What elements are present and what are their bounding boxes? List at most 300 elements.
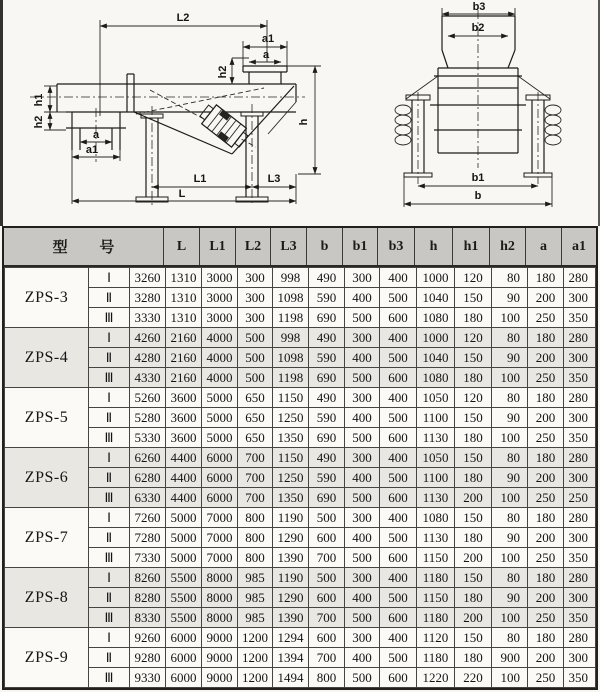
value-cell: 1290	[273, 588, 309, 608]
value-cell: 80	[492, 568, 528, 588]
value-cell: 5000	[166, 548, 202, 568]
value-cell: 400	[380, 628, 417, 648]
value-cell: 650	[238, 408, 273, 428]
value-cell: 180	[455, 308, 492, 328]
value-cell: 1080	[417, 308, 455, 328]
value-cell: 500	[238, 328, 273, 348]
header-a1: a1	[572, 238, 586, 254]
dim-label-b: b	[474, 190, 482, 202]
value-cell: 500	[309, 508, 345, 528]
value-cell: 8260	[130, 568, 166, 588]
value-cell: 1394	[273, 648, 309, 668]
value-cell: 600	[380, 308, 417, 328]
value-cell: 5000	[202, 408, 238, 428]
variant-cell: Ⅲ	[89, 668, 130, 688]
value-cell: 700	[309, 608, 345, 628]
value-cell: 3260	[130, 268, 166, 288]
dim-h	[287, 66, 321, 174]
value-cell: 500	[345, 488, 380, 508]
header-h: h	[415, 228, 453, 265]
value-cell: 150	[455, 408, 492, 428]
value-cell: 6330	[130, 488, 166, 508]
dim-label-b3: b3	[472, 1, 486, 13]
variant-cell: Ⅰ	[89, 448, 130, 468]
value-cell: 350	[564, 428, 596, 448]
value-cell: 1120	[417, 628, 455, 648]
value-cell: 1080	[417, 508, 455, 528]
value-cell: 350	[564, 548, 596, 568]
value-cell: 280	[564, 388, 596, 408]
value-cell: 4000	[202, 348, 238, 368]
value-cell: 300	[238, 308, 273, 328]
value-cell: 300	[564, 648, 596, 668]
model-cell: ZPS-6	[5, 448, 89, 508]
value-cell: 90	[492, 288, 528, 308]
value-cell: 200	[528, 648, 564, 668]
value-cell: 2160	[166, 328, 202, 348]
value-cell: 1310	[166, 308, 202, 328]
value-cell: 1150	[417, 548, 455, 568]
value-cell: 1150	[273, 388, 309, 408]
header-L2: L2	[236, 228, 271, 265]
variant-cell: Ⅰ	[89, 268, 130, 288]
value-cell: 1294	[273, 628, 309, 648]
variant-cell: Ⅲ	[89, 548, 130, 568]
value-cell: 650	[238, 428, 273, 448]
dim-label-l: L	[178, 188, 186, 200]
value-cell: 200	[455, 488, 492, 508]
value-cell: 280	[564, 328, 596, 348]
value-cell: 1100	[417, 408, 455, 428]
value-cell: 985	[238, 588, 273, 608]
value-cell: 350	[564, 308, 596, 328]
variant-cell: Ⅰ	[89, 568, 130, 588]
dim-label-l2: L2	[176, 12, 190, 24]
value-cell: 1200	[238, 648, 273, 668]
technical-drawings	[0, 0, 600, 226]
value-cell: 3600	[166, 408, 202, 428]
value-cell: 1250	[273, 408, 309, 428]
value-cell: 500	[380, 648, 417, 668]
value-cell: 8000	[202, 608, 238, 628]
value-cell: 100	[492, 308, 528, 328]
value-cell: 5000	[166, 528, 202, 548]
table-row	[5, 368, 596, 388]
value-cell: 800	[238, 548, 273, 568]
header-h2: h2	[490, 228, 526, 265]
value-cell: 5260	[130, 388, 166, 408]
value-cell: 180	[528, 388, 564, 408]
value-cell: 985	[238, 608, 273, 628]
value-cell: 350	[564, 608, 596, 628]
end-leg-right	[524, 92, 561, 184]
value-cell: 280	[564, 628, 596, 648]
value-cell: 250	[564, 488, 596, 508]
value-cell: 1220	[417, 668, 455, 688]
header-b1: b1	[343, 228, 378, 265]
value-cell: 500	[345, 608, 380, 628]
inlet-port	[243, 66, 287, 84]
value-cell: 80	[492, 628, 528, 648]
value-cell: 700	[238, 468, 273, 488]
value-cell: 700	[309, 548, 345, 568]
value-cell: 490	[309, 388, 345, 408]
value-cell: 1130	[417, 528, 455, 548]
table-row	[5, 568, 596, 588]
motor	[197, 101, 251, 151]
value-cell: 6000	[202, 488, 238, 508]
value-cell: 600	[380, 608, 417, 628]
variant-cell: Ⅲ	[89, 488, 130, 508]
value-cell: 9000	[202, 668, 238, 688]
value-cell: 1350	[273, 488, 309, 508]
value-cell: 1190	[273, 568, 309, 588]
value-cell: 700	[309, 648, 345, 668]
value-cell: 5330	[130, 428, 166, 448]
dim-label-h2-left: h2	[33, 115, 45, 129]
model-cell: ZPS-5	[5, 388, 89, 448]
value-cell: 1130	[417, 488, 455, 508]
value-cell: 998	[273, 268, 309, 288]
value-cell: 500	[238, 348, 273, 368]
value-cell: 5500	[166, 608, 202, 628]
value-cell: 4400	[166, 468, 202, 488]
value-cell: 180	[528, 268, 564, 288]
header-model: 型 号	[4, 228, 164, 265]
value-cell: 1050	[417, 448, 455, 468]
value-cell: 1098	[273, 348, 309, 368]
value-cell: 6000	[202, 448, 238, 468]
value-cell: 7000	[202, 548, 238, 568]
table-row	[5, 528, 596, 548]
value-cell: 1190	[273, 508, 309, 528]
value-cell: 1180	[417, 568, 455, 588]
value-cell: 150	[455, 288, 492, 308]
value-cell: 300	[238, 288, 273, 308]
value-cell: 100	[492, 608, 528, 628]
value-cell: 1080	[417, 368, 455, 388]
value-cell: 600	[309, 628, 345, 648]
value-cell: 200	[455, 608, 492, 628]
value-cell: 200	[528, 528, 564, 548]
value-cell: 400	[380, 388, 417, 408]
value-cell: 1494	[273, 668, 309, 688]
value-cell: 400	[380, 328, 417, 348]
value-cell: 1198	[273, 308, 309, 328]
value-cell: 100	[492, 368, 528, 388]
dim-label-l3: L3	[267, 173, 281, 185]
value-cell: 300	[345, 568, 380, 588]
value-cell: 1200	[238, 628, 273, 648]
value-cell: 4400	[166, 488, 202, 508]
value-cell: 180	[528, 568, 564, 588]
value-cell: 590	[309, 468, 345, 488]
end-leg-left	[395, 92, 432, 184]
value-cell: 690	[309, 308, 345, 328]
value-cell: 200	[528, 408, 564, 428]
value-cell: 600	[380, 668, 417, 688]
value-cell: 600	[380, 368, 417, 388]
variant-cell: Ⅰ	[89, 628, 130, 648]
value-cell: 1040	[417, 348, 455, 368]
value-cell: 800	[309, 668, 345, 688]
value-cell: 300	[564, 468, 596, 488]
spec-table-body	[4, 267, 596, 688]
value-cell: 6000	[166, 628, 202, 648]
value-cell: 150	[455, 508, 492, 528]
value-cell: 3000	[202, 288, 238, 308]
value-cell: 8280	[130, 588, 166, 608]
value-cell: 400	[380, 268, 417, 288]
value-cell: 500	[238, 368, 273, 388]
value-cell: 600	[380, 488, 417, 508]
value-cell: 150	[455, 568, 492, 588]
table-row	[5, 668, 596, 688]
header-L: L	[164, 228, 200, 265]
value-cell: 1098	[273, 288, 309, 308]
value-cell: 250	[528, 308, 564, 328]
value-cell: 7330	[130, 548, 166, 568]
value-cell: 3600	[166, 388, 202, 408]
dim-label-a-top: a	[262, 49, 270, 61]
value-cell: 1100	[417, 468, 455, 488]
value-cell: 5000	[202, 428, 238, 448]
value-cell: 250	[528, 548, 564, 568]
value-cell: 2160	[166, 348, 202, 368]
value-cell: 1180	[417, 648, 455, 668]
table-row	[5, 348, 596, 368]
table-row	[5, 268, 596, 288]
value-cell: 7280	[130, 528, 166, 548]
variant-cell: Ⅰ	[89, 328, 130, 348]
value-cell: 2160	[166, 368, 202, 388]
value-cell: 100	[492, 668, 528, 688]
value-cell: 800	[238, 508, 273, 528]
table-row	[5, 328, 596, 348]
dim-bottom-lengths	[72, 173, 296, 204]
dim-L2	[100, 12, 267, 116]
value-cell: 590	[309, 288, 345, 308]
value-cell: 500	[380, 408, 417, 428]
value-cell: 7260	[130, 508, 166, 528]
variant-cell: Ⅲ	[89, 308, 130, 328]
variant-cell: Ⅲ	[89, 428, 130, 448]
value-cell: 1390	[273, 608, 309, 628]
dim-label-a-outlet: a	[92, 129, 100, 141]
value-cell: 490	[309, 448, 345, 468]
value-cell: 9260	[130, 628, 166, 648]
value-cell: 90	[492, 468, 528, 488]
dim-label-h2-top: h2	[217, 65, 229, 79]
dim-label-a1-outlet: a1	[85, 144, 99, 156]
trough-outline	[30, 74, 305, 154]
outlet-port	[66, 108, 126, 204]
value-cell: 650	[238, 388, 273, 408]
value-cell: 1310	[166, 288, 202, 308]
value-cell: 80	[492, 388, 528, 408]
value-cell: 6000	[166, 668, 202, 688]
value-cell: 300	[564, 348, 596, 368]
value-cell: 4400	[166, 448, 202, 468]
side-view-diagram	[30, 12, 321, 205]
value-cell: 120	[455, 388, 492, 408]
value-cell: 4260	[130, 328, 166, 348]
table-row	[5, 428, 596, 448]
value-cell: 400	[345, 468, 380, 488]
value-cell: 590	[309, 348, 345, 368]
table-row	[5, 448, 596, 468]
value-cell: 100	[492, 548, 528, 568]
variant-cell: Ⅰ	[89, 508, 130, 528]
value-cell: 150	[455, 448, 492, 468]
value-cell: 100	[492, 428, 528, 448]
value-cell: 1040	[417, 288, 455, 308]
value-cell: 500	[309, 568, 345, 588]
table-row	[5, 288, 596, 308]
value-cell: 490	[309, 268, 345, 288]
value-cell: 250	[528, 428, 564, 448]
header-b: b	[307, 228, 343, 265]
value-cell: 590	[309, 408, 345, 428]
variant-cell: Ⅱ	[89, 648, 130, 668]
value-cell: 280	[564, 508, 596, 528]
value-cell: 200	[528, 588, 564, 608]
dim-inlet	[217, 33, 287, 84]
value-cell: 180	[455, 368, 492, 388]
value-cell: 500	[345, 308, 380, 328]
value-cell: 120	[455, 268, 492, 288]
table-row	[5, 548, 596, 568]
value-cell: 200	[528, 348, 564, 368]
value-cell: 9000	[202, 648, 238, 668]
dim-label-l1: L1	[193, 173, 207, 185]
value-cell: 7000	[202, 528, 238, 548]
variant-cell: Ⅱ	[89, 288, 130, 308]
value-cell: 180	[455, 468, 492, 488]
model-cell: ZPS-3	[5, 268, 89, 328]
value-cell: 4330	[130, 368, 166, 388]
variant-cell: Ⅱ	[89, 348, 130, 368]
value-cell: 300	[564, 528, 596, 548]
value-cell: 280	[564, 268, 596, 288]
value-cell: 1290	[273, 528, 309, 548]
value-cell: 180	[528, 328, 564, 348]
value-cell: 6000	[166, 648, 202, 668]
drawings-svg	[0, 0, 600, 226]
dim-left-heights	[33, 86, 72, 130]
value-cell: 400	[345, 408, 380, 428]
value-cell: 400	[345, 648, 380, 668]
value-cell: 6280	[130, 468, 166, 488]
value-cell: 5000	[202, 388, 238, 408]
header-h1: h1	[453, 228, 490, 265]
table-header-row	[4, 228, 596, 267]
value-cell: 800	[238, 528, 273, 548]
value-cell: 200	[528, 468, 564, 488]
value-cell: 500	[345, 428, 380, 448]
value-cell: 300	[345, 628, 380, 648]
table-row	[5, 608, 596, 628]
value-cell: 600	[380, 548, 417, 568]
value-cell: 500	[380, 288, 417, 308]
model-cell: ZPS-4	[5, 328, 89, 388]
value-cell: 1198	[273, 368, 309, 388]
value-cell: 1050	[417, 388, 455, 408]
variant-cell: Ⅲ	[89, 608, 130, 628]
value-cell: 8330	[130, 608, 166, 628]
value-cell: 4000	[202, 368, 238, 388]
table-row	[5, 408, 596, 428]
value-cell: 90	[492, 348, 528, 368]
value-cell: 500	[380, 528, 417, 548]
header-L1: L1	[200, 228, 236, 265]
table-row	[5, 508, 596, 528]
value-cell: 120	[455, 328, 492, 348]
table-row	[5, 468, 596, 488]
value-cell: 250	[528, 368, 564, 388]
value-cell: 300	[345, 388, 380, 408]
value-cell: 180	[455, 428, 492, 448]
value-cell: 300	[564, 408, 596, 428]
value-cell: 3330	[130, 308, 166, 328]
value-cell: 998	[273, 328, 309, 348]
value-cell: 80	[492, 328, 528, 348]
variant-cell: Ⅲ	[89, 368, 130, 388]
value-cell: 200	[528, 288, 564, 308]
spec-table	[2, 226, 598, 690]
value-cell: 690	[309, 488, 345, 508]
value-cell: 180	[528, 448, 564, 468]
value-cell: 280	[564, 448, 596, 468]
value-cell: 3280	[130, 288, 166, 308]
table-row	[5, 588, 596, 608]
value-cell: 4280	[130, 348, 166, 368]
value-cell: 8000	[202, 588, 238, 608]
value-cell: 600	[309, 528, 345, 548]
value-cell: 150	[455, 348, 492, 368]
table-row	[5, 308, 596, 328]
value-cell: 400	[380, 568, 417, 588]
value-cell: 1250	[273, 468, 309, 488]
value-cell: 1150	[273, 448, 309, 468]
dim-label-h1-left: h1	[33, 93, 45, 107]
variant-cell: Ⅱ	[89, 528, 130, 548]
table-body	[5, 268, 596, 688]
value-cell: 600	[309, 588, 345, 608]
value-cell: 5000	[166, 508, 202, 528]
value-cell: 100	[492, 488, 528, 508]
value-cell: 500	[380, 468, 417, 488]
value-cell: 500	[345, 368, 380, 388]
variant-cell: Ⅱ	[89, 408, 130, 428]
value-cell: 90	[492, 408, 528, 428]
value-cell: 1390	[273, 548, 309, 568]
value-cell: 400	[380, 448, 417, 468]
value-cell: 180	[455, 588, 492, 608]
table-row	[5, 488, 596, 508]
value-cell: 400	[345, 288, 380, 308]
value-cell: 5500	[166, 588, 202, 608]
value-cell: 300	[564, 288, 596, 308]
value-cell: 300	[345, 268, 380, 288]
header-b3: b3	[378, 228, 415, 265]
value-cell: 400	[380, 508, 417, 528]
model-cell: ZPS-7	[5, 508, 89, 568]
dim-label-b2: b2	[471, 22, 485, 34]
header-a: a	[526, 228, 562, 265]
value-cell: 400	[345, 528, 380, 548]
table-row	[5, 648, 596, 668]
